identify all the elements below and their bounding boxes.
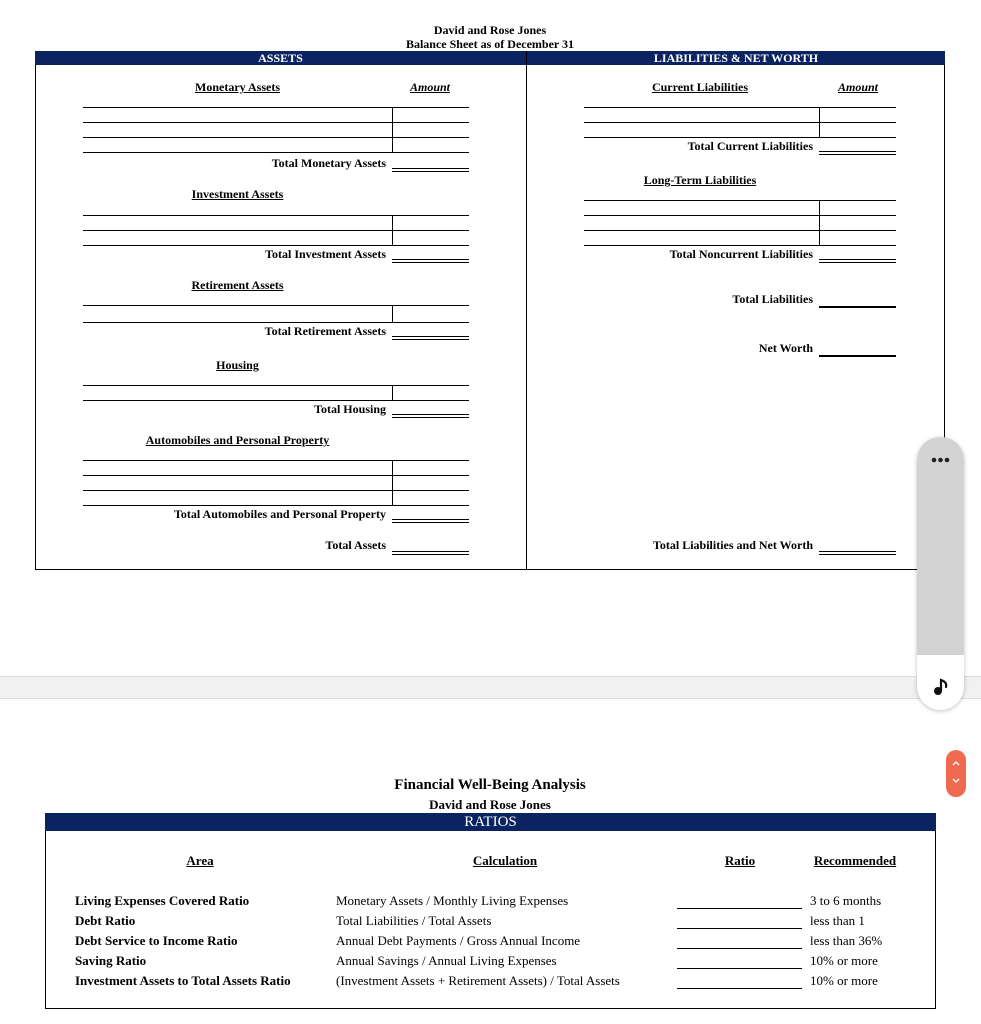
ratio-recommended: less than 1 xyxy=(810,913,865,928)
total-auto-field[interactable] xyxy=(392,519,469,523)
total-liabilities-net-worth-label: Total Liabilities and Net Worth xyxy=(652,538,813,552)
total-assets-label: Total Assets xyxy=(325,538,386,552)
ratio-area: Debt Ratio xyxy=(75,913,136,928)
long-term-liabilities-heading: Long-Term Liabilities xyxy=(643,173,757,187)
total-liabilities-field[interactable] xyxy=(819,306,896,308)
total-noncurrent-label: Total Noncurrent Liabilities xyxy=(669,247,813,261)
total-monetary-label: Total Monetary Assets xyxy=(271,156,386,170)
ratio-field[interactable] xyxy=(677,988,802,989)
housing-line xyxy=(83,400,469,401)
total-liabilities-label: Total Liabilities xyxy=(732,292,813,306)
investment-line xyxy=(83,245,469,246)
total-housing-field[interactable] xyxy=(392,414,469,418)
ratio-field[interactable] xyxy=(677,948,802,949)
chevron-down-icon[interactable] xyxy=(950,774,962,788)
long-term-line xyxy=(584,215,896,216)
analysis-title: Financial Well-Being Analysis xyxy=(394,777,586,793)
retirement-line xyxy=(83,322,469,323)
ratio-area: Debt Service to Income Ratio xyxy=(75,933,238,948)
total-auto-label: Total Automobiles and Personal Property xyxy=(173,507,386,521)
ratio-recommended: less than 36% xyxy=(810,933,883,948)
total-noncurrent-field[interactable] xyxy=(819,259,896,263)
frame-divider xyxy=(526,51,527,570)
frame-left xyxy=(35,65,36,570)
assets-amount-heading: Amount xyxy=(409,80,451,94)
monetary-line xyxy=(83,152,469,153)
total-retirement-label: Total Retirement Assets xyxy=(264,324,386,338)
monetary-line xyxy=(83,122,469,123)
retirement-amount-divider xyxy=(392,305,393,322)
ratio-field[interactable] xyxy=(677,908,802,909)
ratio-calculation: Total Liabilities / Total Assets xyxy=(336,913,492,928)
investment-line xyxy=(83,215,469,216)
col-ratio: Ratio xyxy=(724,853,756,868)
retirement-line xyxy=(83,305,469,306)
ratio-area: Living Expenses Covered Ratio xyxy=(75,893,250,908)
chevron-up-icon[interactable] xyxy=(950,756,962,770)
col-recommended: Recommended xyxy=(813,853,897,868)
auto-line xyxy=(83,460,469,461)
investment-line xyxy=(83,230,469,231)
balance-sheet-title: Balance Sheet as of December 31 xyxy=(405,37,575,51)
ratio-calculation: Monetary Assets / Monthly Living Expenses xyxy=(336,893,569,908)
retirement-assets-heading: Retirement Assets xyxy=(191,278,284,292)
current-liabilities-heading: Current Liabilities xyxy=(651,80,749,94)
total-investment-field[interactable] xyxy=(392,259,469,263)
current-line xyxy=(584,137,896,138)
ratio-recommended: 10% or more xyxy=(810,953,878,968)
auto-line xyxy=(83,505,469,506)
total-monetary-field[interactable] xyxy=(392,168,469,172)
ratio-field[interactable] xyxy=(677,968,802,969)
current-amount-divider xyxy=(819,107,820,137)
long-term-amount-divider xyxy=(819,200,820,245)
auto-amount-divider xyxy=(392,460,393,505)
net-worth-label: Net Worth xyxy=(758,341,813,355)
monetary-assets-heading: Monetary Assets xyxy=(195,80,280,94)
ratio-calculation: Annual Savings / Annual Living Expenses xyxy=(336,953,557,968)
ratios-frame-left xyxy=(45,831,46,1009)
current-line xyxy=(584,107,896,108)
ratio-calculation: (Investment Assets + Retirement Assets) / Total Assets xyxy=(336,973,620,988)
housing-line xyxy=(83,385,469,386)
ratio-area: Saving Ratio xyxy=(75,953,147,968)
page-separator xyxy=(0,676,981,699)
col-calculation: Calculation xyxy=(472,853,538,868)
long-term-line xyxy=(584,230,896,231)
investment-assets-heading: Investment Assets xyxy=(191,187,284,201)
ratios-frame-bottom xyxy=(45,1008,936,1009)
ratios-frame-right xyxy=(935,831,936,1009)
monetary-line xyxy=(83,137,469,138)
current-line xyxy=(584,122,896,123)
music-note-icon[interactable] xyxy=(927,673,954,699)
balance-sheet-owners: David and Rose Jones xyxy=(433,23,547,37)
auto-line xyxy=(83,475,469,476)
ratio-area: Investment Assets to Total Assets Ratio xyxy=(75,973,291,988)
long-term-line xyxy=(584,245,896,246)
total-liabilities-net-worth-field[interactable] xyxy=(819,551,896,555)
long-term-line xyxy=(584,200,896,201)
total-current-label: Total Current Liabilities xyxy=(687,139,813,153)
ratio-recommended: 3 to 6 months xyxy=(810,893,882,908)
col-area: Area xyxy=(186,853,214,868)
ratio-recommended: 10% or more xyxy=(810,973,878,988)
monetary-line xyxy=(83,107,469,108)
total-retirement-field[interactable] xyxy=(392,336,469,340)
ratio-calculation: Annual Debt Payments / Gross Annual Income xyxy=(336,933,581,948)
net-worth-field[interactable] xyxy=(819,355,896,357)
floating-toolbar xyxy=(917,437,964,710)
total-housing-label: Total Housing xyxy=(314,402,386,416)
analysis-owners: David and Rose Jones xyxy=(429,797,551,812)
automobiles-heading: Automobiles and Personal Property xyxy=(145,433,330,447)
assets-header: ASSETS xyxy=(258,51,303,65)
ratios-header: RATIOS xyxy=(464,814,517,830)
total-investment-label: Total Investment Assets xyxy=(265,247,386,261)
ellipsis-icon[interactable] xyxy=(923,447,958,473)
frame-bottom xyxy=(35,569,945,570)
total-assets-field[interactable] xyxy=(392,551,469,555)
housing-heading: Housing xyxy=(216,358,259,372)
auto-line xyxy=(83,490,469,491)
liabilities-header: LIABILITIES & NET WORTH xyxy=(653,51,819,65)
scroll-widget xyxy=(946,750,966,797)
housing-amount-divider xyxy=(392,385,393,400)
liabilities-amount-heading: Amount xyxy=(837,80,879,94)
ratio-field[interactable] xyxy=(677,928,802,929)
investment-amount-divider xyxy=(392,215,393,245)
total-current-field[interactable] xyxy=(819,151,896,155)
monetary-amount-divider xyxy=(392,107,393,152)
